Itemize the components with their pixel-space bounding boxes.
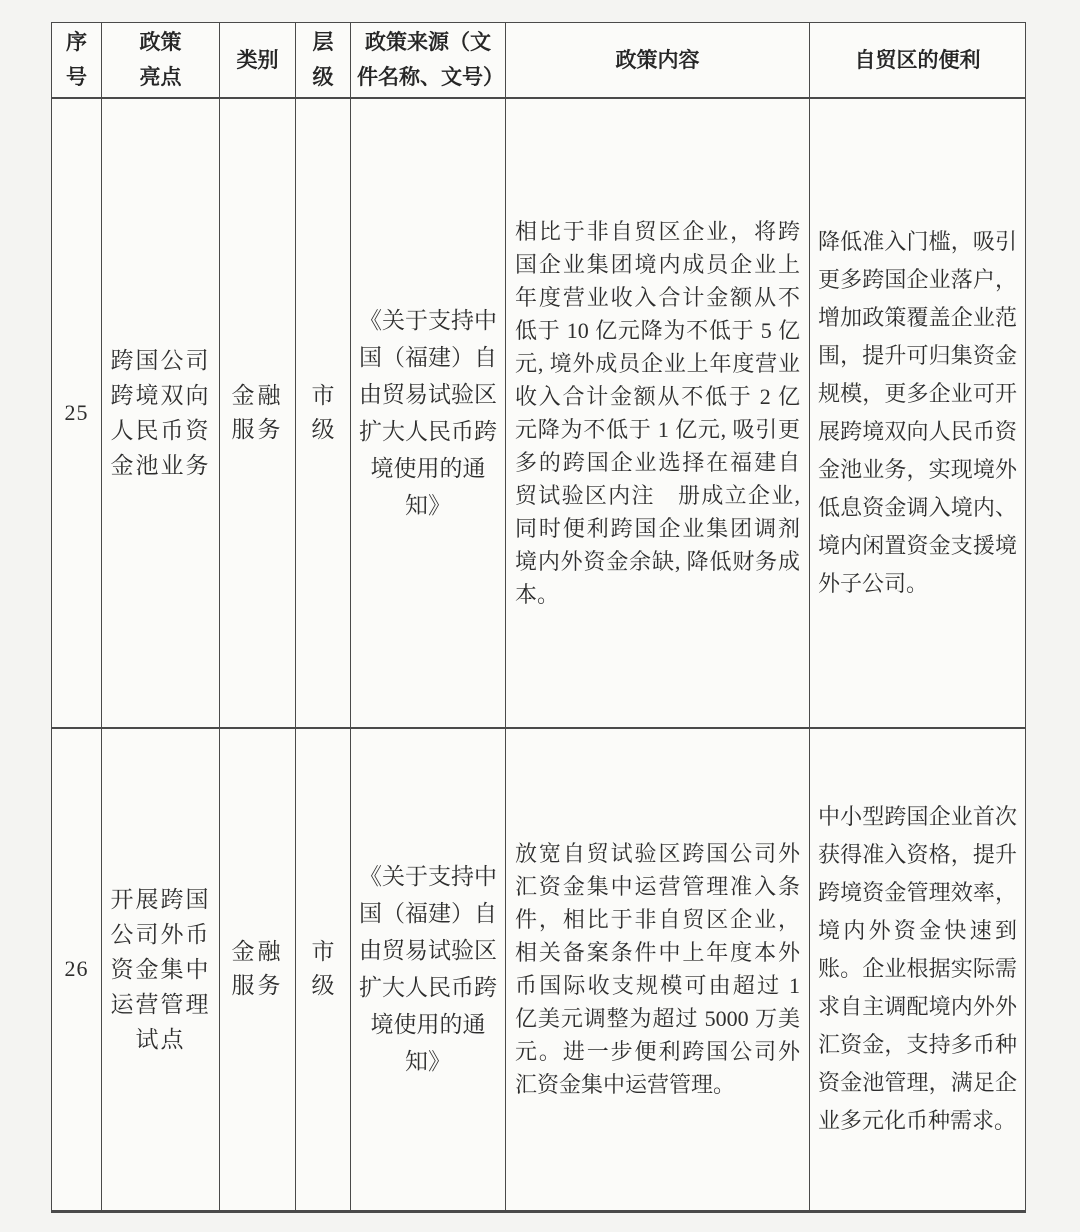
cell-serial-number: 26 [52, 728, 102, 1211]
cell-policy-content: 相比于非自贸区企业，将跨国企业集团境内成员企业上年度营业收入合计金额从不低于 10 亿元降为不低于 5 亿元, 境外成员企业上年度营业收入合计金额从不低于 2 亿元降为不低于 1 亿元, 吸引更多的跨国企业选择在福建自贸试验区内注 册成立企业, 同时便利跨国企业集团调剂境内外资金余缺, 降低财务成本。 [506, 98, 810, 728]
table-header [52, 23, 1026, 99]
col-header-category: 类别 [220, 23, 296, 99]
col-header-serial-number: 序号 [52, 23, 102, 99]
cell-category: 金融服务 [220, 728, 296, 1211]
cell-level: 市级 [296, 728, 351, 1211]
cell-policy-highlight: 开展跨国公司外币资金集中运营管理试点 [102, 728, 220, 1211]
cell-ftz-benefit: 降低准入门槛，吸引更多跨国企业落户，增加政策覆盖企业范围，提升可归集资金规模，更多企业可开展跨境双向人民币资金池业务，实现境外低息资金调入境内、境内闲置资金支援境外子公司。 [810, 98, 1026, 728]
col-header-policy-source: 政策来源（文件名称、文号） [351, 23, 506, 99]
cell-category: 金融服务 [220, 98, 296, 728]
cell-serial-number: 25 [52, 98, 102, 728]
col-header-level: 层级 [296, 23, 351, 99]
table-row [52, 728, 1026, 1211]
table-row [52, 98, 1026, 728]
cell-ftz-benefit: 中小型跨国企业首次获得准入资格，提升跨境资金管理效率，境内外资金快速到账。企业根据实际需求自主调配境内外外汇资金，支持多币种资金池管理，满足企业多元化币种需求。 [810, 728, 1026, 1211]
col-header-policy-highlight: 政策亮点 [102, 23, 220, 99]
policy-table [51, 22, 1026, 1213]
header-row [52, 23, 1026, 99]
cell-policy-source: 《关于支持中国（福建）自由贸易试验区扩大人民币跨境使用的通知》 [351, 98, 506, 728]
cell-policy-content: 放宽自贸试验区跨国公司外汇资金集中运营管理准入条件，相比于非自贸区企业，相关备案条件中上年度本外币国际收支规模可由超过 1 亿美元调整为超过 5000 万美元。进一步便利跨国公司外汇资金集中运营管理。 [506, 728, 810, 1211]
cell-policy-source: 《关于支持中国（福建）自由贸易试验区扩大人民币跨境使用的通知》 [351, 728, 506, 1211]
col-header-ftz-benefit: 自贸区的便利 [810, 23, 1026, 99]
cell-policy-highlight: 跨国公司跨境双向人民币资金池业务 [102, 98, 220, 728]
col-header-policy-content: 政策内容 [506, 23, 810, 99]
table-body [52, 98, 1026, 1211]
cell-level: 市级 [296, 98, 351, 728]
